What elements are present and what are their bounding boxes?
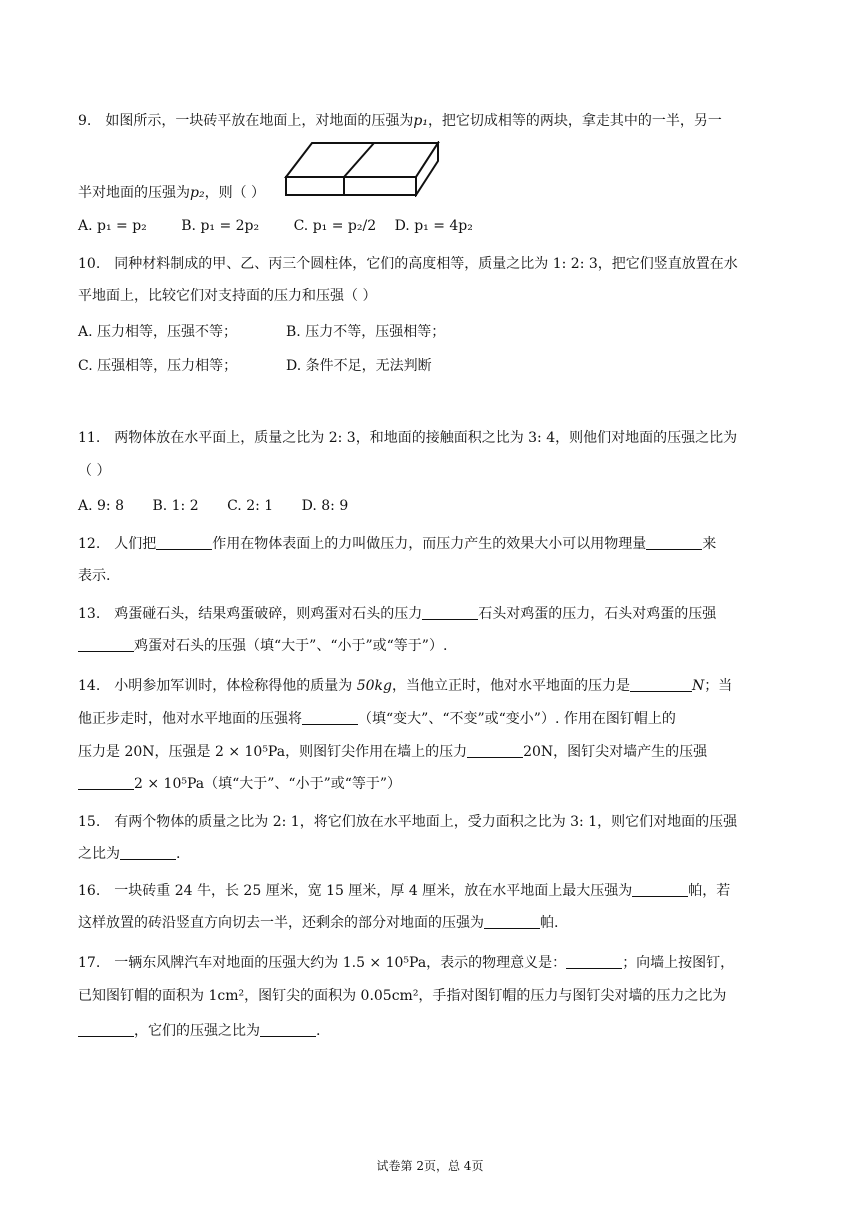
- q17-text-b: ；向墙上按图钉，: [622, 955, 735, 971]
- q14-text: 14. 小明参加军训时，体检称得他的质量为: [78, 678, 357, 694]
- q14-mass: 50kg: [356, 678, 392, 694]
- q9-text: 9. 如图所示，一块砖平放在地面上，对地面的压强为: [78, 113, 414, 129]
- q12-blank-2[interactable]: [646, 535, 702, 550]
- q17-blank-2[interactable]: [78, 1022, 134, 1037]
- q17-line2: 已知图钉帽的面积为 1cm²，图钉尖的面积为 0.05cm²，手指对图钉帽的压力与图钉尖对墙的压力之比为: [78, 988, 727, 1004]
- q14-text-g: 20N，图钉尖对墙产生的压强: [523, 744, 708, 760]
- q14-blank-4[interactable]: [78, 775, 134, 790]
- q13-text: 13. 鸡蛋碰石头，结果鸡蛋破碎，则鸡蛋对石头的压力: [78, 606, 423, 622]
- q15-text-c: .: [176, 846, 181, 862]
- q15-text-b: 之比为: [78, 846, 120, 862]
- q14-text-c: ；当: [704, 678, 733, 694]
- q14-line4: [78, 774, 401, 794]
- q9-line2: [78, 183, 265, 203]
- q9-p1: p₁: [413, 113, 428, 129]
- q11-option-a: A. 9: 8: [78, 498, 124, 514]
- q9-text2-cont: ，则（ ）: [204, 185, 266, 201]
- page-footer: 试卷第 2页，总 4页: [376, 1159, 484, 1173]
- q14-line1: [78, 676, 732, 696]
- q16-line2: [78, 913, 558, 933]
- q16-text-b: 帕，若: [688, 883, 731, 899]
- q13-text-c: 鸡蛋对石头的压强（填“大于”、“小于”或“等于”）.: [134, 638, 448, 654]
- q17-blank-3[interactable]: [260, 1022, 316, 1037]
- q13-line1: [78, 604, 716, 624]
- q17-text-f: .: [316, 1023, 321, 1039]
- q14-blank-3[interactable]: [467, 743, 523, 758]
- q9-option-b: B. p₁ = 2p₂: [181, 218, 260, 234]
- q14-line3: [78, 742, 707, 762]
- q13-blank-2[interactable]: [78, 637, 134, 652]
- q12-text: 12. 人们把: [78, 536, 157, 552]
- q11-option-d: D. 8: 9: [301, 498, 349, 514]
- q11-option-b: B. 1: 2: [152, 498, 199, 514]
- q14-line2: [78, 709, 676, 729]
- q17-text-e: ，它们的压强之比为: [134, 1023, 260, 1039]
- q9-option-d: D. p₁ = 4p₂: [394, 218, 473, 234]
- q9-option-a: A. p₁ = p₂: [78, 218, 147, 234]
- q9-line1: [78, 111, 722, 131]
- q14-text-h: 2 × 10⁵Pa（填“大于”、“小于”或“等于”）: [134, 776, 402, 792]
- q13-blank-1[interactable]: [422, 605, 478, 620]
- q14-unit-n: N: [691, 678, 705, 694]
- q12-blank-1[interactable]: [156, 535, 212, 550]
- q9-text2: 半对地面的压强为: [78, 185, 190, 201]
- q17-text: 17. 一辆东风牌汽车对地面的压强大约为 1.5 × 10⁵Pa，表示的物理意义是：: [78, 955, 567, 971]
- q10-option-c: C. 压强相等，压力相等；: [78, 358, 238, 374]
- q10-option-a: A. 压力相等，压强不等；: [78, 324, 238, 340]
- q16-line1: [78, 881, 730, 901]
- q16-text-d: 帕.: [540, 915, 559, 931]
- q12-text-b: 作用在物体表面上的力叫做压力，而压力产生的效果大小可以用物理量: [212, 536, 647, 552]
- q11-option-c: C. 2: 1: [227, 498, 274, 514]
- q12-line1: [78, 534, 716, 554]
- q15-line1: 15. 有两个物体的质量之比为 2: 1，将它们放在水平地面上，受力面积之比为 3: 1，则它们对地面的压强: [78, 814, 738, 830]
- q11-line1: 11. 两物体放在水平面上，质量之比为 2: 3，和地面的接触面积之比为 3: 4，则他们对地面的压强之比为: [78, 430, 738, 446]
- q14-blank-2[interactable]: [302, 710, 358, 725]
- q13-text-b: 石头对鸡蛋的压力，石头对鸡蛋的压强: [478, 606, 717, 622]
- q17-line1: [78, 953, 734, 973]
- q9-options: [78, 216, 473, 236]
- q10-line2: 平地面上，比较它们对支持面的压力和压强（ ）: [78, 288, 377, 304]
- q14-blank-1[interactable]: [630, 677, 692, 692]
- q10-options-row1: [78, 322, 237, 342]
- q13-line2: [78, 636, 447, 656]
- q14-text-b: ，当他立正时，他对水平地面的压力是: [391, 678, 630, 694]
- q9-p2: p₂: [190, 185, 205, 201]
- q16-blank-1[interactable]: [632, 882, 688, 897]
- q9-text-cont: ，把它切成相等的两块，拿走其中的一半，另一: [427, 113, 722, 129]
- q16-text-c: 这样放置的砖沿竖直方向切去一半，还剩余的部分对地面的压强为: [78, 915, 484, 931]
- q17-line3: [78, 1021, 320, 1041]
- brick-figure: [284, 141, 440, 197]
- q17-blank-1[interactable]: [566, 954, 622, 969]
- q14-text-d: 他正步走时，他对水平地面的压强将: [78, 711, 302, 727]
- q12-text-c: 来: [702, 536, 717, 552]
- q10-option-d: D. 条件不足，无法判断: [286, 358, 432, 374]
- q11-options: [78, 496, 348, 516]
- q16-text: 16. 一块砖重 24 牛，长 25 厘米，宽 15 厘米，厚 4 厘米，放在水平地面上最大压强为: [78, 883, 633, 899]
- q14-text-e: （填“变大”、“不变”或“变小”）. 作用在图钉帽上的: [358, 711, 676, 727]
- q11-line2: （ ）: [78, 463, 111, 479]
- q10-option-b: B. 压力不等，压强相等；: [286, 324, 446, 340]
- q12-line2: 表示.: [78, 568, 111, 584]
- q16-blank-2[interactable]: [484, 914, 540, 929]
- q15-line2: [78, 844, 180, 864]
- q9-option-c: C. p₁ = p₂/2: [293, 218, 377, 234]
- q15-blank[interactable]: [120, 845, 176, 860]
- q10-line1: 10. 同种材料制成的甲、乙、丙三个圆柱体，它们的高度相等，质量之比为 1: 2: 3，把它们竖直放置在水: [78, 256, 738, 272]
- q14-text-f: 压力是 20N，压强是 2 × 10⁵Pa，则图钉尖作用在墙上的压力: [78, 744, 468, 760]
